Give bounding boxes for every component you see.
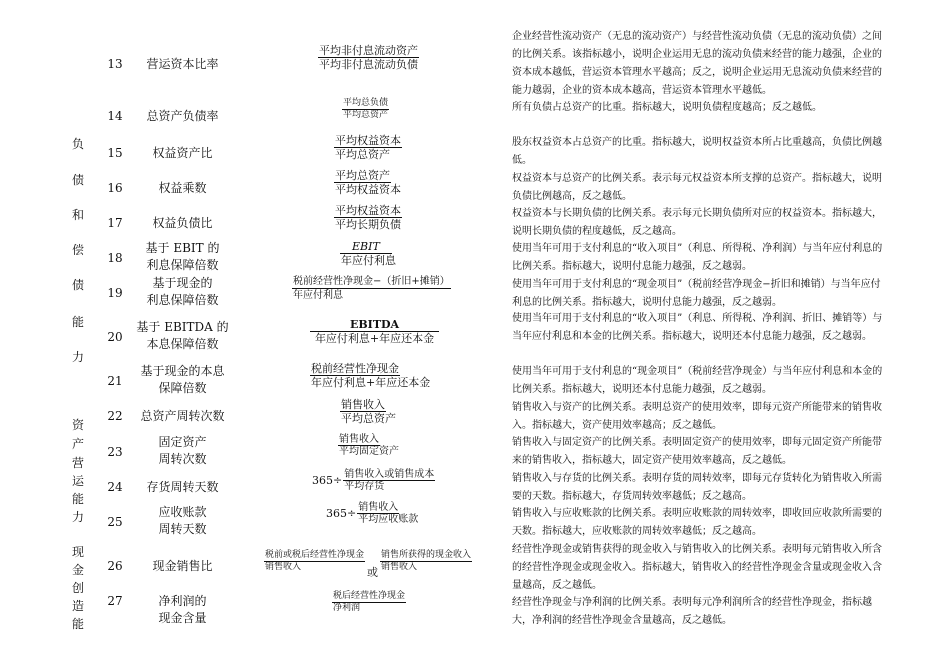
indicator-description: 销售收入与固定资产的比例关系。表明固定资产的使用效率，即每元固定资产所能带来的销售收入，指标越大，固定资产使用效率越高，反之越低。 xyxy=(512,437,882,466)
formula-denominator: 平均权益资本 xyxy=(335,183,401,196)
formula xyxy=(334,204,402,231)
category-char: 资 xyxy=(71,418,84,432)
formula xyxy=(332,591,406,614)
formula-fraction xyxy=(357,502,419,525)
indicator-name: 存货周转天数 xyxy=(146,480,219,494)
row-number: 18 xyxy=(107,251,123,265)
indicator-name-line: 基于 EBIT 的 xyxy=(145,241,220,255)
formula-numerator: 销售所获得的现金收入 xyxy=(381,550,472,560)
formula-denominator: 平均应收账款 xyxy=(358,514,419,525)
indicator-name xyxy=(130,504,235,538)
row-number: 26 xyxy=(107,559,123,573)
row-number: 22 xyxy=(107,409,123,423)
indicator-name-line: 利息保障倍数 xyxy=(146,258,219,272)
formula-numerator: 销售收入 xyxy=(358,502,399,513)
category-char: 产 xyxy=(71,437,84,451)
category-char: 运 xyxy=(71,474,84,488)
formula-numerator: 税前经营性净现金 xyxy=(311,362,399,375)
formula xyxy=(340,398,397,425)
formula-numerator: 平均总资产 xyxy=(335,169,390,182)
formula xyxy=(326,502,419,525)
formula-denominator: 年应付利息 xyxy=(341,254,396,267)
formula-denominator: 净利润 xyxy=(333,603,361,613)
indicator-description: 权益资本与总资产的比例关系。表示每元权益资本所支撑的总资产。指标越大，说明负债比例越高，反之越低。 xyxy=(512,173,882,202)
formula-numerator: 平均权益资本 xyxy=(335,134,401,147)
category-char: 债 xyxy=(71,278,84,292)
category-char: 现 xyxy=(71,545,84,559)
row-number: 20 xyxy=(107,330,123,344)
indicator-description: 使用当年可用于支付利息的“收入项目”（利息、所得税、净利润、折旧、摊销等）与当年应付利息和本金的比例关系。指标越大，说明还本付息能力越强，反之越弱。 xyxy=(512,313,883,342)
formula xyxy=(318,44,419,71)
category-char: 造 xyxy=(71,599,84,613)
formula xyxy=(338,434,400,457)
indicator-name-line: 净利润的 xyxy=(158,594,207,608)
category-char: 能 xyxy=(71,492,84,506)
row-number: 17 xyxy=(107,216,123,230)
formula-denominator: 年应付利息+年应还本金 xyxy=(311,376,431,389)
indicator-name-line: 本息保障倍数 xyxy=(146,337,219,351)
formula-denominator: 年应付利息 xyxy=(293,290,343,301)
formula-fraction xyxy=(343,469,435,492)
formula-prefix: 365÷ xyxy=(312,474,343,487)
indicator-name: 现金销售比 xyxy=(152,559,213,573)
category-char: 能 xyxy=(71,617,84,631)
indicator-description: 企业经营性流动资产（无息的流动资产）与经营性流动负债（无息的流动负债）之间的比例关系。该指标越小，说明企业运用无息的流动负债来经营的能力越强，企业的资本成本越低，营运资本管理水平越高；反之，说明企业运用无息流动负债来经营的能力越弱，企业的资本成本越高，营运资本管理水平越低。 xyxy=(512,31,882,96)
indicator-name: 权益乘数 xyxy=(158,181,207,195)
row-number: 13 xyxy=(107,57,123,71)
row-number: 14 xyxy=(107,109,123,123)
formula-denominator: 平均存货 xyxy=(344,481,385,492)
formula-prefix: 365÷ xyxy=(326,507,357,520)
indicator-name-line: 应收账款 xyxy=(158,505,207,519)
category-char: 和 xyxy=(71,208,84,222)
indicator-name-line: 基于 EBITDA 的 xyxy=(136,320,229,334)
formula-fraction xyxy=(264,550,365,573)
indicator-description: 使用当年可用于支付利息的“收入项目”（利息、所得税、净利润）与当年应付利息的比例关系。指标越大，说明付息能力越强，反之越弱。 xyxy=(512,243,883,272)
indicator-name-line: 现金含量 xyxy=(158,611,207,625)
formula-numerator: 税后经营性净现金 xyxy=(333,591,406,601)
row-number: 23 xyxy=(107,445,123,459)
indicator-name-line: 固定资产 xyxy=(158,435,207,449)
indicator-name-line: 利息保障倍数 xyxy=(146,293,219,307)
formula-denominator: 销售收入 xyxy=(381,562,418,572)
row-number: 16 xyxy=(107,181,123,195)
row-number: 25 xyxy=(107,515,123,529)
indicator-name: 权益资产比 xyxy=(152,146,213,160)
formula-or: 或 xyxy=(367,566,379,579)
indicator-name xyxy=(130,593,235,627)
formula-denominator: 平均总资产 xyxy=(343,110,389,120)
formula xyxy=(312,469,435,492)
formula-denominator: 销售收入 xyxy=(265,562,302,572)
indicator-description: 权益资本与长期负债的比例关系。表示每元长期负债所对应的权益资本。指标越大，说明长期负债的程度越低，反之越高。 xyxy=(512,208,882,237)
formula-denominator: 年应付利息+年应还本金 xyxy=(314,332,435,345)
category-char: 营 xyxy=(71,456,84,470)
formula-numerator: 销售收入 xyxy=(339,434,379,445)
formula-denominator: 平均总资产 xyxy=(335,148,390,161)
indicator-description: 经营性净现金与净利润的比例关系。表明每元净利润所含的经营性净现金，指标越大，净利润的经营性净现金含量越高，反之越低。 xyxy=(512,597,872,626)
category-char: 债 xyxy=(71,173,84,187)
indicator-name-line: 基于现金的 xyxy=(152,276,213,290)
formula-denominator: 平均总资产 xyxy=(341,412,396,425)
indicator-description: 股东权益资本占总资产的比重。指标越大，说明权益资本所占比重越高，负债比例越低。 xyxy=(512,137,882,166)
row-number: 19 xyxy=(107,286,123,300)
formula-numerator: 平均非付息流动资产 xyxy=(319,44,418,57)
indicator-description: 使用当年可用于支付利息的“现金项目”（税前经营净现金）与当年应付利息和本金的比例关系。指标越大，说明还本付息能力越强，反之越弱。 xyxy=(512,366,883,395)
indicator-name xyxy=(130,434,235,468)
formula xyxy=(334,134,402,161)
formula-numerator: 税前或税后经营性净现金 xyxy=(265,550,365,560)
category-char: 力 xyxy=(71,350,84,364)
indicator-name xyxy=(130,363,235,397)
category-char: 金 xyxy=(71,563,84,577)
row-number: 15 xyxy=(107,146,123,160)
formula xyxy=(342,98,389,121)
indicator-description: 销售收入与存货的比例关系。表明存货的周转效率，即每元存货转化为销售收入所需要的天数。指标越大，存货周转效率越低；反之越高。 xyxy=(512,473,882,502)
formula-denominator: 平均非付息流动负债 xyxy=(319,58,418,71)
indicator-name xyxy=(130,275,235,309)
category-char: 创 xyxy=(71,581,84,595)
indicator-description: 使用当年可用于支付利息的“现金项目”（税前经营净现金−折旧和摊销）与当年应付利息的比例关系。指标越大，说明付息能力越强，反之越弱。 xyxy=(512,279,881,308)
formula xyxy=(310,318,439,345)
category-char: 力 xyxy=(71,510,84,524)
indicator-name: 总资产周转次数 xyxy=(140,409,225,423)
formula xyxy=(340,240,397,267)
formula xyxy=(334,169,402,196)
formula-denominator: 平均长期负债 xyxy=(335,218,401,231)
indicator-description: 所有负债占总资产的比重。指标越大，说明负债程度越高；反之越低。 xyxy=(512,102,822,113)
indicator-name: 总资产负债率 xyxy=(146,109,219,123)
formula-numerator: 销售收入或销售成本 xyxy=(344,469,435,480)
row-number: 27 xyxy=(107,594,123,608)
formula-numerator: 税前经营性净现金−（折旧+摊销） xyxy=(293,276,450,287)
indicator-description: 销售收入与资产的比例关系。表明总资产的使用效率，即每元资产所能带来的销售收入。指标越大，资产使用效率越高；反之越低。 xyxy=(512,402,882,431)
row-number: 21 xyxy=(107,374,123,388)
formula-numerator: EBIT xyxy=(340,240,392,254)
indicator-name: 营运资本比率 xyxy=(146,57,219,71)
formula-denominator: 平均固定资产 xyxy=(339,446,399,457)
category-char: 负 xyxy=(71,137,84,151)
row-number: 24 xyxy=(107,480,123,494)
category-char: 能 xyxy=(71,315,84,329)
formula-numerator: EBITDA xyxy=(310,318,439,332)
formula-numerator: 销售收入 xyxy=(341,398,385,411)
category-char: 偿 xyxy=(71,243,84,257)
formula xyxy=(264,550,472,580)
formula-fraction xyxy=(380,550,472,573)
indicator-name-line: 周转次数 xyxy=(158,452,207,466)
formula xyxy=(310,362,431,389)
formula-numerator: 平均总负债 xyxy=(343,98,389,108)
formula xyxy=(292,275,451,302)
indicator-name xyxy=(130,319,235,353)
formula-numerator: 平均权益资本 xyxy=(335,204,401,217)
indicator-name-line: 保障倍数 xyxy=(158,381,207,395)
indicator-name-line: 基于现金的本息 xyxy=(140,364,225,378)
indicator-description: 销售收入与应收账款的比例关系。表明应收账款的周转效率，即收回应收款所需要的天数。指标越大，应收账款的周转效率越低；反之越高。 xyxy=(512,508,882,537)
indicator-name xyxy=(130,240,235,274)
indicator-description: 经营性净现金或销售获得的现金收入与销售收入的比例关系。表明每元销售收入所含的经营性净现金或现金收入。指标越大，销售收入的经营性净现金含量或现金收入含量越高，反之越低。 xyxy=(512,544,882,591)
indicator-name-line: 周转天数 xyxy=(158,522,207,536)
indicator-name: 权益负债比 xyxy=(152,216,213,230)
